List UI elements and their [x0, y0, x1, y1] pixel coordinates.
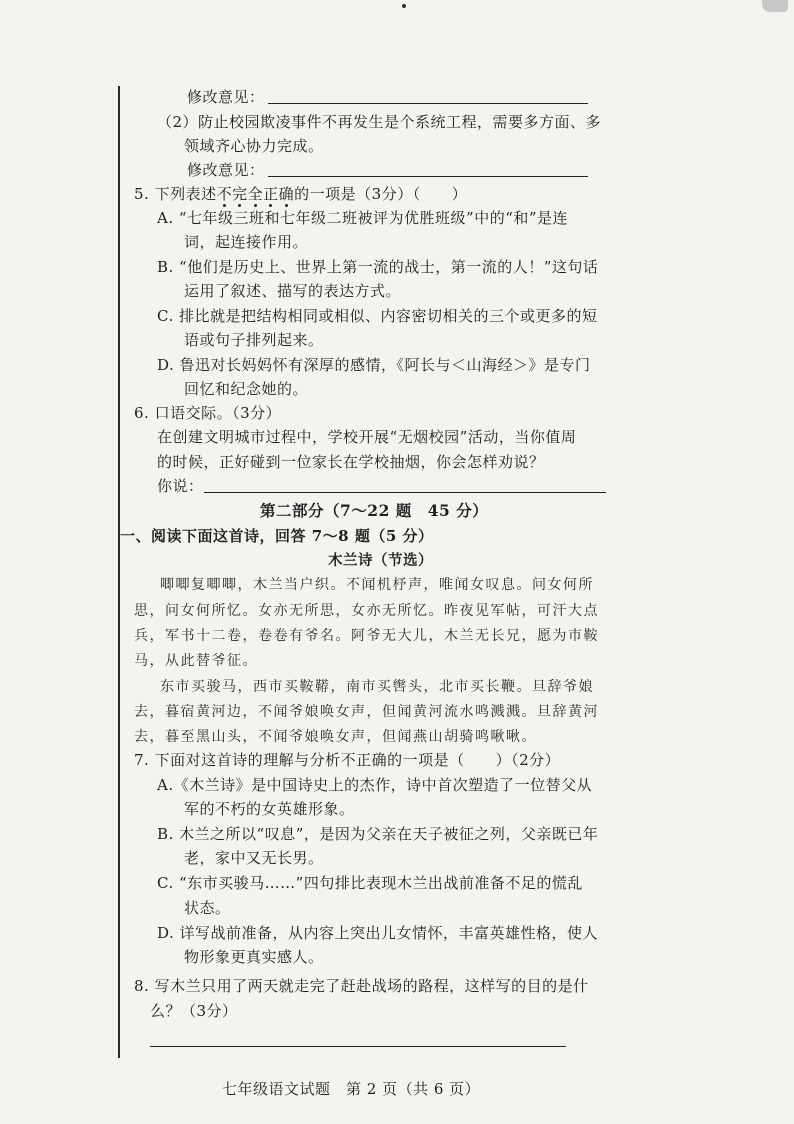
poem-line-1: 唧唧复唧唧，木兰当户织。不闻机杼声，唯闻女叹息。问女何所 — [160, 577, 594, 593]
q7-option-c-line1: C. “东市买骏马……”四句排比表现木兰出战前准备不足的慌乱 — [157, 874, 583, 892]
poem-line-2: 思，问女何所忆。女亦无所思，女亦无所忆。昨夜见军帖，可汗大点 — [134, 603, 599, 619]
q5-option-a-line1: A. “七年级三班和七年级二班被评为优胜班级”中的“和”是连 — [157, 209, 569, 227]
q5-stem: 5. 下列表述不完全正确的一项是（3分）（ ） — [134, 185, 468, 203]
q7-option-a-line2: 军的不朽的女英雄形象。 — [184, 800, 355, 818]
q6-answer-label: 你说： — [157, 477, 204, 495]
q6-answer-line[interactable] — [204, 492, 606, 493]
scan-corner-mark — [762, 0, 788, 12]
scan-dot — [402, 4, 406, 8]
q7-stem: 7. 下面对这首诗的理解与分析不正确的一项是（ ）（2分） — [134, 751, 561, 769]
q7-option-d-line1: D. 详写战前准备，从内容上突出儿女情怀，丰富英雄性格，使人 — [157, 924, 599, 942]
q6-body-line2: 的时候，正好碰到一位家长在学校抽烟，你会怎样劝说？ — [157, 453, 545, 471]
section1-heading: 一、阅读下面这首诗，回答 7～8 题（5 分） — [120, 527, 434, 545]
poem-line-7: 去，暮至黑山头，不闻爷娘唤女声，但闻燕山胡骑鸣啾啾。 — [134, 729, 537, 745]
page-footer: 七年级语文试题 第 2 页（共 6 页） — [222, 1080, 481, 1098]
poem-line-3: 兵，军书十二卷，卷卷有爷名。阿爷无大儿，木兰无长兄，愿为市鞍 — [134, 628, 599, 644]
revise2-label: 修改意见： — [187, 161, 265, 179]
q5-option-b-line1: B. “他们是历史上、世界上第一流的战士，第一流的人！”这句话 — [157, 258, 599, 276]
poem-title: 木兰诗（节选） — [328, 552, 433, 569]
q4-item2-line2: 领域齐心协力完成。 — [184, 137, 324, 155]
q7-option-a-line1: A.《木兰诗》是中国诗史上的杰作，诗中首次塑造了一位替父从 — [157, 776, 593, 794]
q4-item2-line1: （2）防止校园欺凌事件不再发生是个系统工程，需要多方面、多 — [157, 113, 602, 131]
q8-answer-line[interactable] — [150, 1046, 566, 1047]
poem-line-6: 去，暮宿黄河边，不闻爷娘唤女声，但闻黄河流水鸣溅溅。旦辞黄河 — [134, 704, 599, 720]
revise1-answer-line[interactable] — [268, 103, 588, 104]
poem-line-5: 东市买骏马，西市买鞍鞯，南市买辔头，北市买长鞭。旦辞爷娘 — [160, 679, 594, 695]
q5-option-d-line1: D. 鲁迅对长妈妈怀有深厚的感情，《阿长与＜山海经＞》是专门 — [157, 356, 591, 374]
q7-option-b-line2: 老，家中又无长男。 — [184, 849, 324, 867]
revise1-label: 修改意见： — [187, 88, 265, 106]
binding-line — [118, 86, 120, 1058]
q8-stem-line1: 8. 写木兰只用了两天就走完了赶赴战场的路程，这样写的目的是什 — [134, 977, 589, 995]
q5-option-b-line2: 运用了叙述、描写的表达方式。 — [184, 282, 402, 300]
q8-stem-line2: 么？（3分） — [150, 1002, 238, 1020]
q7-option-d-line2: 物形象更真实感人。 — [184, 948, 324, 966]
revise2-answer-line[interactable] — [268, 176, 588, 177]
poem-line-4: 马，从此替爷征。 — [134, 653, 258, 669]
q6-body-line1: 在创建文明城市过程中，学校开展“无烟校园”活动，当你值周 — [157, 428, 577, 446]
q5-option-d-line2: 回忆和纪念她的。 — [184, 380, 309, 398]
q5-option-a-line2: 词，起连接作用。 — [184, 233, 309, 251]
q7-option-c-line2: 状态。 — [184, 899, 231, 917]
q6-stem: 6. 口语交际。（3分） — [134, 404, 282, 422]
part2-title: 第二部分（7～22 题 45 分） — [260, 501, 489, 520]
q5-option-c-line2: 语或句子排列起来。 — [184, 331, 324, 349]
q7-option-b-line1: B. 木兰之所以“叹息”，是因为父亲在天子被征之列，父亲既已年 — [157, 825, 599, 843]
q5-option-c-line1: C. 排比就是把结构相同或相似、内容密切相关的三个或更多的短 — [157, 307, 598, 325]
